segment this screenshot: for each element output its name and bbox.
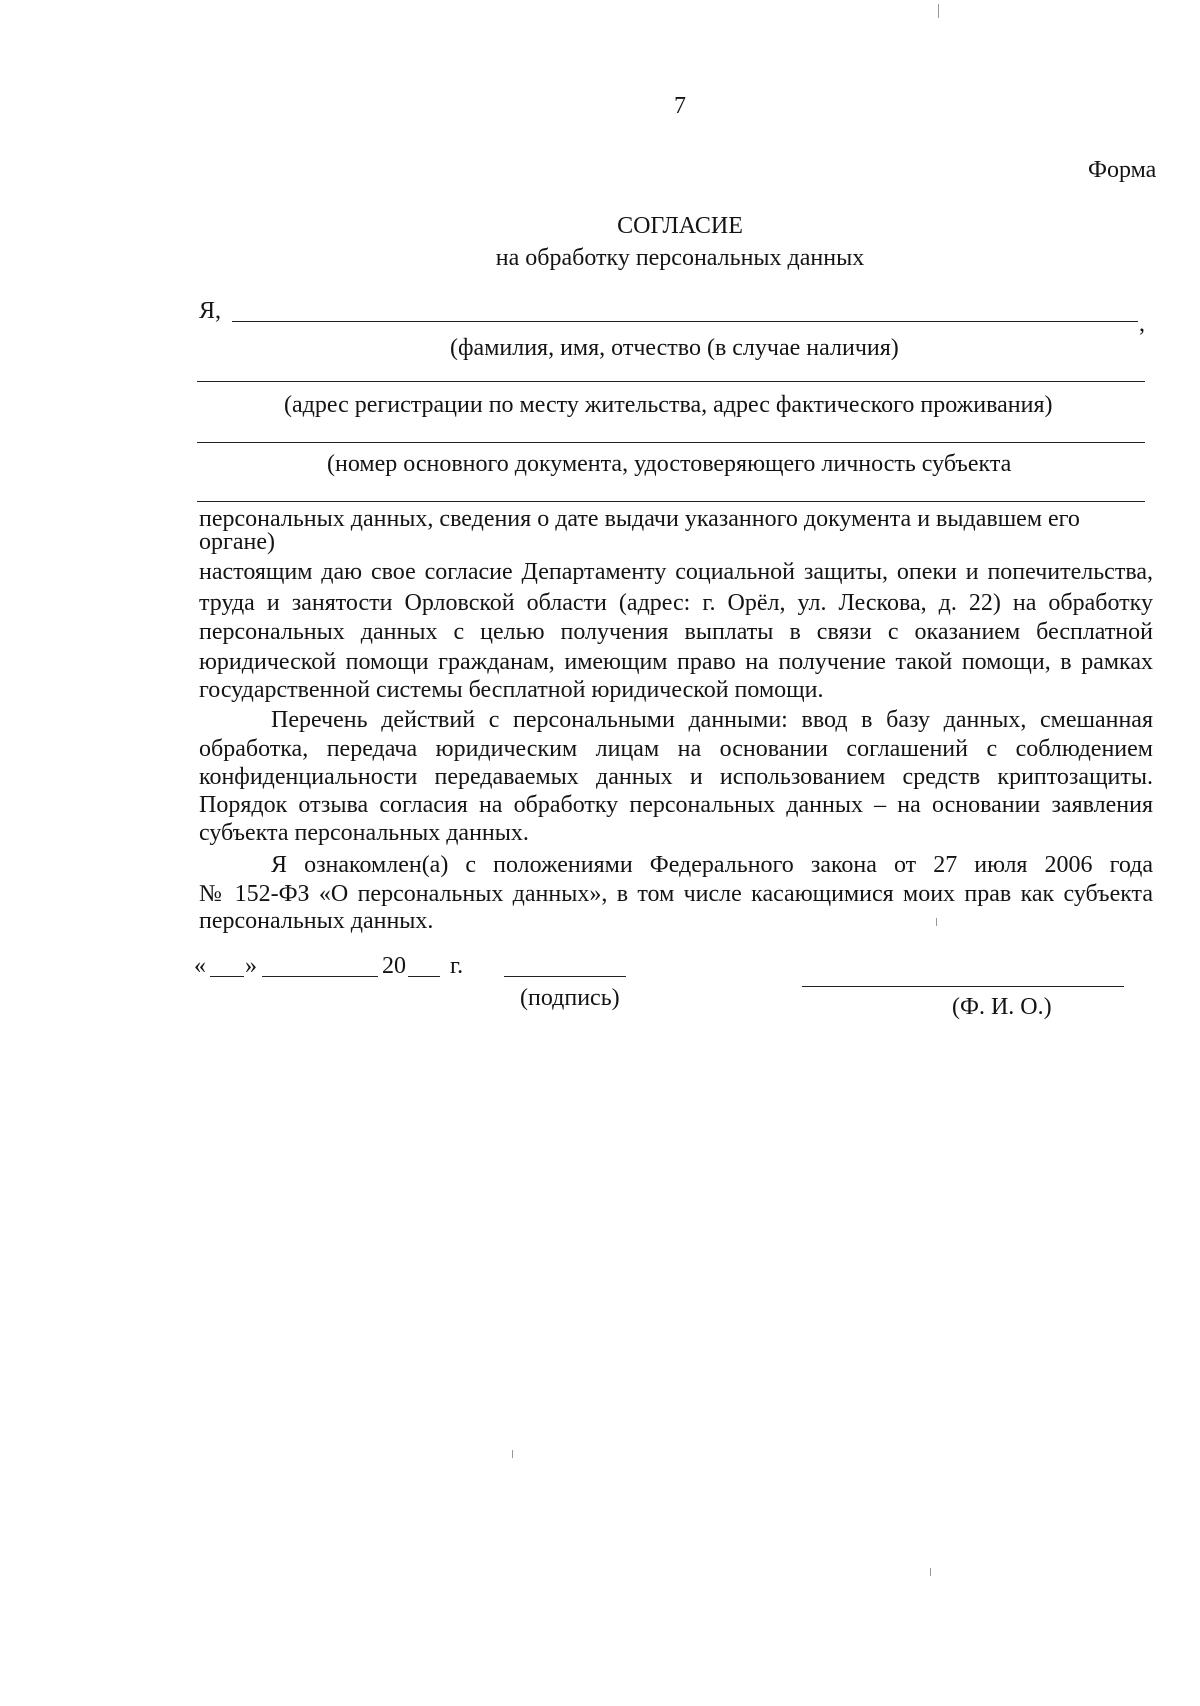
actions-line-5: субъекта персональных данных. <box>199 820 529 846</box>
consent-line-1: настоящим даю свое согласие Департаменту социальной защиты, опеки и попечительства, <box>199 559 1153 585</box>
document-caption-3: органе) <box>199 529 275 555</box>
address-caption: (адрес регистрации по месту жительства, адрес фактического проживания) <box>284 392 1053 418</box>
actions-line-1: Перечень действий с персональными данными: ввод в базу данных, смешанная <box>271 707 1153 733</box>
scan-mark <box>938 4 939 18</box>
document-title: СОГЛАСИЕ <box>617 213 743 239</box>
scan-mark <box>930 1568 931 1576</box>
consent-line-3: персональных данных с целью получения выплаты в связи с оказанием бесплатной <box>199 619 1153 645</box>
acknowledgement-line-3: персональных данных. <box>199 908 434 934</box>
consent-line-4: юридической помощи гражданам, имеющим право на получение такой помощи, в рамках <box>199 649 1153 675</box>
date-month-line[interactable] <box>262 976 378 977</box>
document-field-line-2[interactable] <box>197 501 1145 502</box>
scan-mark <box>936 918 937 926</box>
fio-caption: (Ф. И. О.) <box>952 994 1052 1020</box>
document-field-line-1[interactable] <box>197 442 1145 443</box>
consent-line-2: труда и занятости Орловской области (адрес: г. Орёл, ул. Лескова, д. 22) на обработку <box>199 590 1153 616</box>
name-field-line[interactable] <box>232 321 1138 322</box>
fio-line[interactable] <box>802 986 1124 987</box>
scan-mark <box>512 1450 513 1458</box>
form-label: Форма <box>1088 157 1157 183</box>
page-number: 7 <box>674 93 686 119</box>
consent-line-5: государственной системы бесплатной юридической помощи. <box>199 677 824 703</box>
name-caption: (фамилия, имя, отчество (в случае наличия) <box>450 335 899 361</box>
actions-line-2: обработка, передача юридическим лицам на основании соглашений с соблюдением <box>199 736 1153 762</box>
signature-line[interactable] <box>504 976 626 977</box>
document-caption-1: (номер основного документа, удостоверяющего личность субъекта <box>327 451 1012 477</box>
actions-line-3: конфиденциальности передаваемых данных и использованием средств криптозащиты. <box>199 764 1153 790</box>
date-day-line[interactable] <box>210 976 244 977</box>
date-close-quote: » <box>245 953 257 979</box>
actions-line-4: Порядок отзыва согласия на обработку персональных данных – на основании заявления <box>199 792 1153 818</box>
date-year-prefix: 20 <box>382 953 406 979</box>
acknowledgement-line-2: № 152-ФЗ «О персональных данных», в том числе касающимися моих прав как субъекта <box>199 881 1153 907</box>
applicant-suffix: , <box>1139 311 1145 337</box>
document-caption-2: персональных данных, сведения о дате выдачи указанного документа и выдавшем его <box>199 506 1080 532</box>
date-year-line[interactable] <box>408 976 440 977</box>
date-year-suffix: г. <box>450 953 464 979</box>
date-open-quote: « <box>194 953 206 979</box>
signature-caption: (подпись) <box>520 985 620 1011</box>
acknowledgement-line-1: Я ознакомлен(а) с положениями Федерального закона от 27 июля 2006 года <box>271 852 1153 878</box>
address-field-line[interactable] <box>197 381 1145 382</box>
applicant-prefix: Я, <box>199 298 222 324</box>
document-subtitle: на обработку персональных данных <box>495 245 865 271</box>
